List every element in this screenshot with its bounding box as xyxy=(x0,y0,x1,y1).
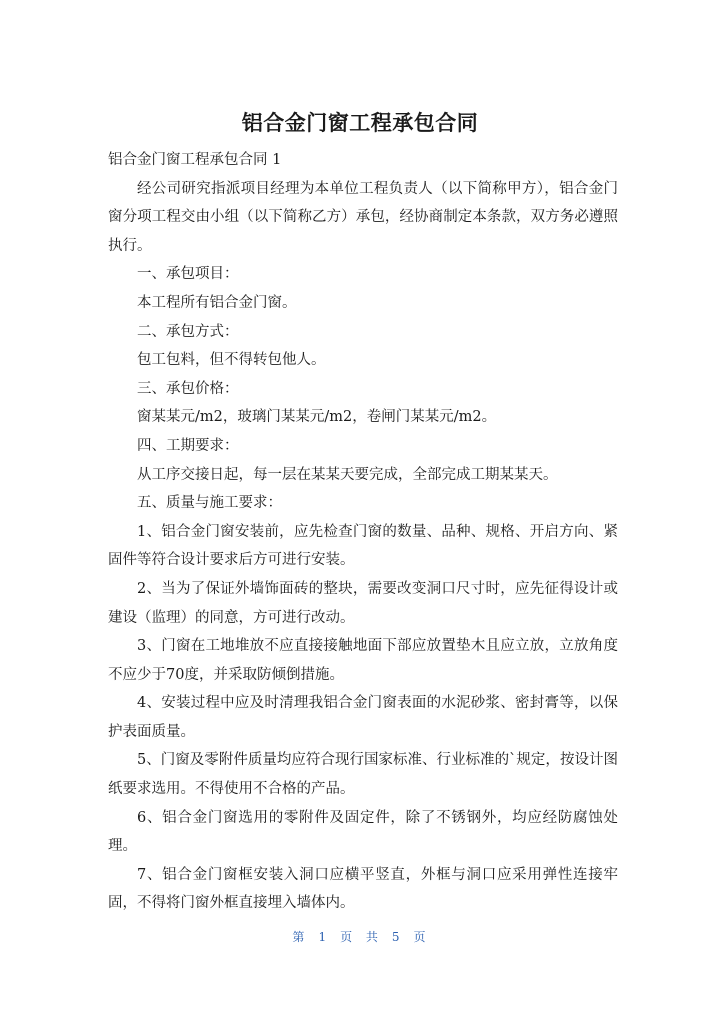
footer-page-number: 1 xyxy=(318,930,329,944)
page-footer xyxy=(0,928,720,945)
section-heading-4: 四、工期要求： xyxy=(137,437,239,454)
section-heading-5: 五、质量与施工要求： xyxy=(137,495,282,512)
list-item: 1、铝合金门窗安装前，应先检查门窗的数量、品种、规格、开启方向、紧固件等符合设计要求后方可进行安装。 xyxy=(108,523,618,569)
paragraph: 包工包料，但不得转包他人。 xyxy=(137,352,326,369)
list-item: 7、铝合金门窗框安装入洞口应横平竖直，外框与洞口应采用弹性连接牢固，不得将门窗外框直接埋入墙体内。 xyxy=(108,866,618,912)
document-body xyxy=(108,146,618,918)
paragraph: 从工序交接日起，每一层在某某天要完成，全部完成工期某某天。 xyxy=(137,466,558,483)
section-heading-2: 二、承包方式： xyxy=(137,323,239,340)
list-item: 4、安装过程中应及时清理我铝合金门窗表面的水泥砂浆、密封膏等，以保护表面质量。 xyxy=(108,695,618,740)
section-heading-3: 三、承包价格： xyxy=(137,380,239,397)
footer-total-pages: 5 xyxy=(391,930,402,944)
list-item: 3、门窗在工地堆放不应直接接触地面下部应放置垫木且应立放，立放角度不应少于70度，并采取防倾倒措施。 xyxy=(108,638,618,683)
paragraph-intro: 经公司研究指派项目经理为本单位工程负责人（以下简称甲方），铝合金门窗分项工程交由小组（以下简称乙方）承包，经协商制定本条款，双方务必遵照执行。 xyxy=(108,180,618,254)
document-title: 铝合金门窗工程承包合同 xyxy=(241,111,479,135)
list-item: 5、门窗及零附件质量均应符合现行国家标准、行业标准的`规定，按设计图纸要求选用。不得使用不合格的产品。 xyxy=(108,752,618,798)
footer-label-middle: 页 共 xyxy=(340,930,380,944)
document-subtitle: 铝合金门窗工程承包合同 1 xyxy=(108,152,282,168)
footer-label-suffix: 页 xyxy=(413,930,428,944)
section-heading-1: 一、承包项目： xyxy=(137,266,239,283)
footer-label-prefix: 第 xyxy=(292,930,307,944)
list-item: 6、铝合金门窗选用的零附件及固定件，除了不锈钢外，均应经防腐蚀处理。 xyxy=(108,809,618,855)
paragraph: 本工程所有铝合金门窗。 xyxy=(137,294,297,311)
list-item: 2、当为了保证外墙饰面砖的整块，需要改变洞口尺寸时，应先征得设计或建设（监理）的同意，方可进行改动。 xyxy=(108,580,618,626)
paragraph: 窗某某元/m2，玻璃门某某元/m2，卷闸门某某元/m2。 xyxy=(137,409,497,426)
